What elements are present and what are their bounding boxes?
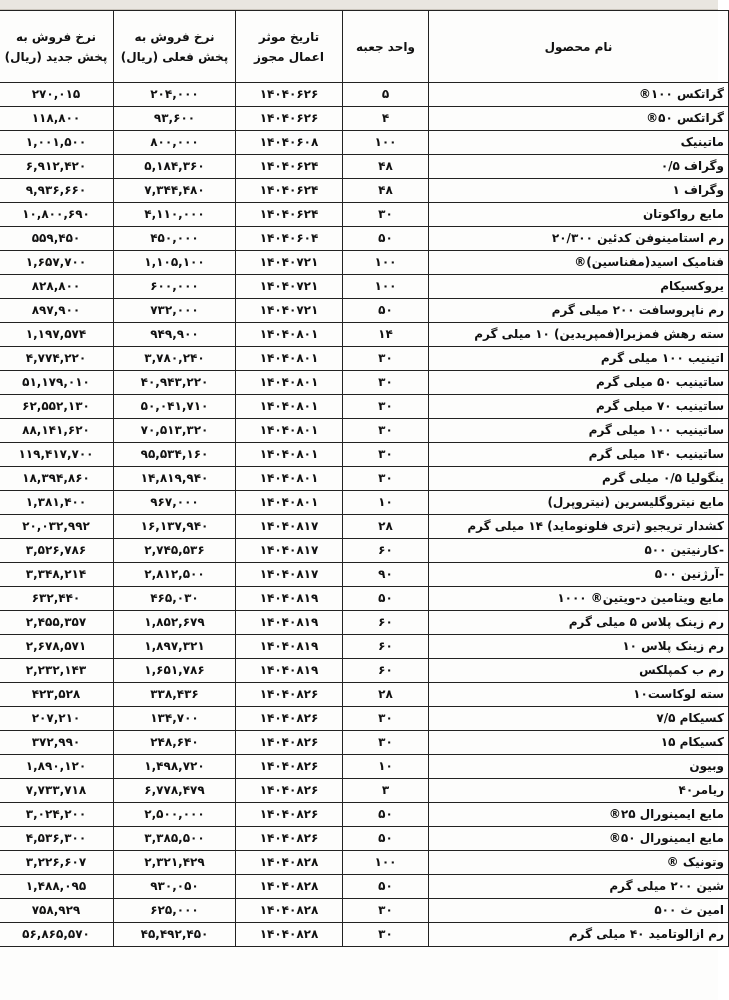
table-row — [0, 395, 729, 419]
box-unit-cell: ۳۰ — [343, 443, 429, 467]
box-unit-cell: ۳۰ — [343, 203, 429, 227]
effective-date-cell: ۱۴۰۴۰۸۱۹ — [236, 635, 343, 659]
current-price-cell: ۱۶,۱۳۷,۹۴۰ — [114, 515, 236, 539]
current-price-cell: ۱,۸۹۷,۳۲۱ — [114, 635, 236, 659]
new-price-cell: ۶,۹۱۲,۴۲۰ — [0, 155, 114, 179]
current-price-cell: ۹۳,۶۰۰ — [114, 107, 236, 131]
new-price-cell: ۲۷۰,۰۱۵ — [0, 83, 114, 107]
effective-date-cell: ۱۴۰۴۰۸۲۸ — [236, 899, 343, 923]
product-name-cell: سته رهش فمزبرا(فمپریدین) ۱۰ میلی گرم — [429, 323, 729, 347]
effective-date-cell: ۱۴۰۴۰۶۲۴ — [236, 179, 343, 203]
current-price-cell: ۳۳۸,۴۳۶ — [114, 683, 236, 707]
effective-date-cell: ۱۴۰۴۰۸۱۹ — [236, 611, 343, 635]
current-price-cell: ۶۰۰,۰۰۰ — [114, 275, 236, 299]
product-name-cell: گراتکس ۵۰® — [429, 107, 729, 131]
page-top-strip — [0, 0, 718, 10]
header-new-price: نرخ فروش به پخش جدید (ریال) — [0, 11, 114, 83]
table-row — [0, 803, 729, 827]
product-name-cell: وتونیک ® — [429, 851, 729, 875]
current-price-cell: ۲,۷۴۵,۵۳۶ — [114, 539, 236, 563]
new-price-cell: ۵۱,۱۷۹,۰۱۰ — [0, 371, 114, 395]
table-row — [0, 227, 729, 251]
box-unit-cell: ۳۰ — [343, 899, 429, 923]
table-row — [0, 155, 729, 179]
new-price-cell: ۲,۶۷۸,۵۷۱ — [0, 635, 114, 659]
current-price-cell: ۹۴۹,۹۰۰ — [114, 323, 236, 347]
table-row — [0, 131, 729, 155]
new-price-cell: ۸۹۷,۹۰۰ — [0, 299, 114, 323]
effective-date-cell: ۱۴۰۴۰۸۲۶ — [236, 731, 343, 755]
table-row — [0, 635, 729, 659]
header-effective-date: تاریخ موثر اعمال مجوز — [236, 11, 343, 83]
table-row — [0, 323, 729, 347]
product-name-cell: وگراف ۱ — [429, 179, 729, 203]
effective-date-cell: ۱۴۰۴۰۸۲۶ — [236, 803, 343, 827]
effective-date-cell: ۱۴۰۴۰۸۱۷ — [236, 539, 343, 563]
current-price-cell: ۴,۱۱۰,۰۰۰ — [114, 203, 236, 227]
box-unit-cell: ۶۰ — [343, 539, 429, 563]
new-price-cell: ۱,۳۸۱,۴۰۰ — [0, 491, 114, 515]
product-name-cell: مایع ایمینورال ۵۰® — [429, 827, 729, 851]
table-row — [0, 707, 729, 731]
new-price-cell: ۴۲۳,۵۲۸ — [0, 683, 114, 707]
new-price-cell: ۳,۵۲۶,۷۸۶ — [0, 539, 114, 563]
effective-date-cell: ۱۴۰۴۰۸۰۱ — [236, 467, 343, 491]
current-price-cell: ۳,۷۸۰,۲۴۰ — [114, 347, 236, 371]
new-price-cell: ۷۵۸,۹۲۹ — [0, 899, 114, 923]
new-price-cell: ۱۱۸,۸۰۰ — [0, 107, 114, 131]
effective-date-cell: ۱۴۰۴۰۸۰۱ — [236, 323, 343, 347]
effective-date-cell: ۱۴۰۴۰۸۲۶ — [236, 827, 343, 851]
current-price-cell: ۶۲۵,۰۰۰ — [114, 899, 236, 923]
box-unit-cell: ۵۰ — [343, 587, 429, 611]
header-current-price: نرخ فروش به پخش فعلی (ریال) — [114, 11, 236, 83]
box-unit-cell: ۱۰۰ — [343, 131, 429, 155]
current-price-cell: ۷۰,۵۱۳,۳۲۰ — [114, 419, 236, 443]
table-row — [0, 779, 729, 803]
new-price-cell: ۱,۸۹۰,۱۲۰ — [0, 755, 114, 779]
current-price-cell: ۹۳۰,۰۵۰ — [114, 875, 236, 899]
product-name-cell: کسیکام ۱۵ — [429, 731, 729, 755]
product-name-cell: -آرژنین ۵۰۰ — [429, 563, 729, 587]
box-unit-cell: ۱۰ — [343, 491, 429, 515]
effective-date-cell: ۱۴۰۴۰۸۲۸ — [236, 851, 343, 875]
product-name-cell: رم زینک پلاس ۵ میلی گرم — [429, 611, 729, 635]
effective-date-cell: ۱۴۰۴۰۶۰۸ — [236, 131, 343, 155]
box-unit-cell: ۴۸ — [343, 179, 429, 203]
current-price-cell: ۵,۱۸۴,۳۶۰ — [114, 155, 236, 179]
box-unit-cell: ۳۰ — [343, 731, 429, 755]
product-name-cell: رم استامینوفن کدئین ۲۰/۳۰۰ — [429, 227, 729, 251]
box-unit-cell: ۳۰ — [343, 371, 429, 395]
new-price-cell: ۳,۳۴۸,۲۱۴ — [0, 563, 114, 587]
table-row — [0, 299, 729, 323]
product-name-cell: کسیکام ۷/۵ — [429, 707, 729, 731]
new-price-cell: ۶۳۲,۴۴۰ — [0, 587, 114, 611]
table-row — [0, 731, 729, 755]
table-row — [0, 899, 729, 923]
current-price-cell: ۲,۸۱۲,۵۰۰ — [114, 563, 236, 587]
table-row — [0, 419, 729, 443]
table-row — [0, 83, 729, 107]
box-unit-cell: ۳۰ — [343, 707, 429, 731]
box-unit-cell: ۱۰۰ — [343, 251, 429, 275]
table-row — [0, 683, 729, 707]
table-row — [0, 875, 729, 899]
box-unit-cell: ۱۴ — [343, 323, 429, 347]
new-price-cell: ۱,۱۹۷,۵۷۴ — [0, 323, 114, 347]
new-price-cell: ۳۷۲,۹۹۰ — [0, 731, 114, 755]
current-price-cell: ۱,۶۵۱,۷۸۶ — [114, 659, 236, 683]
product-name-cell: فنامیک اسید(مفناسین)® — [429, 251, 729, 275]
product-name-cell: امین ث ۵۰۰ — [429, 899, 729, 923]
box-unit-cell: ۳ — [343, 779, 429, 803]
box-unit-cell: ۳۰ — [343, 395, 429, 419]
product-name-cell: شین ۲۰۰ میلی گرم — [429, 875, 729, 899]
new-price-cell: ۹,۹۳۶,۶۶۰ — [0, 179, 114, 203]
product-name-cell: رم ناپروسافت ۲۰۰ میلی گرم — [429, 299, 729, 323]
current-price-cell: ۱۴,۸۱۹,۹۴۰ — [114, 467, 236, 491]
product-name-cell: مایع رواکوتان — [429, 203, 729, 227]
current-price-cell: ۴۰,۹۴۳,۲۲۰ — [114, 371, 236, 395]
box-unit-cell: ۶۰ — [343, 635, 429, 659]
product-name-cell: -کارنیتین ۵۰۰ — [429, 539, 729, 563]
current-price-cell: ۲,۵۰۰,۰۰۰ — [114, 803, 236, 827]
current-price-cell: ۴۵,۴۹۲,۴۵۰ — [114, 923, 236, 947]
box-unit-cell: ۵ — [343, 83, 429, 107]
product-name-cell: ساتینیب ۱۴۰ میلی گرم — [429, 443, 729, 467]
new-price-cell: ۱۱۹,۴۱۷,۷۰۰ — [0, 443, 114, 467]
effective-date-cell: ۱۴۰۴۰۶۰۴ — [236, 227, 343, 251]
effective-date-cell: ۱۴۰۴۰۶۲۶ — [236, 107, 343, 131]
effective-date-cell: ۱۴۰۴۰۸۱۷ — [236, 515, 343, 539]
product-name-cell: کشدار تریجیو (تری فلونومايد) ۱۴ میلی گرم — [429, 515, 729, 539]
product-name-cell: ساتینیب ۱۰۰ میلی گرم — [429, 419, 729, 443]
box-unit-cell: ۵۰ — [343, 227, 429, 251]
new-price-cell: ۱۸,۳۹۴,۸۶۰ — [0, 467, 114, 491]
table-header-row — [0, 11, 729, 83]
product-name-cell: مایع نیتروگلیسرین (نیتروپرل) — [429, 491, 729, 515]
new-price-cell: ۴,۵۳۶,۳۰۰ — [0, 827, 114, 851]
new-price-cell: ۵۵۹,۴۵۰ — [0, 227, 114, 251]
effective-date-cell: ۱۴۰۴۰۷۲۱ — [236, 275, 343, 299]
new-price-cell: ۶۲,۵۵۲,۱۳۰ — [0, 395, 114, 419]
table-row — [0, 275, 729, 299]
product-name-cell: وبیون — [429, 755, 729, 779]
box-unit-cell: ۴۸ — [343, 155, 429, 179]
table-row — [0, 827, 729, 851]
new-price-cell: ۳,۰۲۴,۲۰۰ — [0, 803, 114, 827]
effective-date-cell: ۱۴۰۴۰۸۰۱ — [236, 419, 343, 443]
new-price-cell: ۸۸,۱۴۱,۶۲۰ — [0, 419, 114, 443]
table-row — [0, 755, 729, 779]
new-price-cell: ۲۰,۰۳۲,۹۹۲ — [0, 515, 114, 539]
current-price-cell: ۳,۳۸۵,۵۰۰ — [114, 827, 236, 851]
table-row — [0, 923, 729, 947]
current-price-cell: ۱,۱۰۵,۱۰۰ — [114, 251, 236, 275]
box-unit-cell: ۳۰ — [343, 347, 429, 371]
new-price-cell: ۲,۴۵۵,۳۵۷ — [0, 611, 114, 635]
product-name-cell: ساتینیب ۷۰ میلی گرم — [429, 395, 729, 419]
effective-date-cell: ۱۴۰۴۰۷۲۱ — [236, 251, 343, 275]
current-price-cell: ۹۵,۵۳۴,۱۶۰ — [114, 443, 236, 467]
product-name-cell: مایع ویتامین د-ویتین® ۱۰۰۰ — [429, 587, 729, 611]
new-price-cell: ۳,۲۲۶,۶۰۷ — [0, 851, 114, 875]
table-row — [0, 371, 729, 395]
effective-date-cell: ۱۴۰۴۰۶۲۶ — [236, 83, 343, 107]
table-row — [0, 611, 729, 635]
current-price-cell: ۴۵۰,۰۰۰ — [114, 227, 236, 251]
new-price-cell: ۲,۲۳۲,۱۴۳ — [0, 659, 114, 683]
current-price-cell: ۸۰۰,۰۰۰ — [114, 131, 236, 155]
product-name-cell: اتینیب ۱۰۰ میلی گرم — [429, 347, 729, 371]
effective-date-cell: ۱۴۰۴۰۸۲۶ — [236, 683, 343, 707]
effective-date-cell: ۱۴۰۴۰۸۰۱ — [236, 443, 343, 467]
new-price-cell: ۱,۰۰۱,۵۰۰ — [0, 131, 114, 155]
header-box-unit: واحد جعبه — [343, 11, 429, 83]
effective-date-cell: ۱۴۰۴۰۸۲۸ — [236, 875, 343, 899]
current-price-cell: ۲,۳۲۱,۴۲۹ — [114, 851, 236, 875]
table-row — [0, 539, 729, 563]
effective-date-cell: ۱۴۰۴۰۶۲۴ — [236, 155, 343, 179]
effective-date-cell: ۱۴۰۴۰۸۰۱ — [236, 491, 343, 515]
table-row — [0, 587, 729, 611]
table-row — [0, 179, 729, 203]
box-unit-cell: ۵۰ — [343, 875, 429, 899]
table-row — [0, 251, 729, 275]
effective-date-cell: ۱۴۰۴۰۸۰۱ — [236, 395, 343, 419]
box-unit-cell: ۴ — [343, 107, 429, 131]
effective-date-cell: ۱۴۰۴۰۸۱۷ — [236, 563, 343, 587]
effective-date-cell: ۱۴۰۴۰۸۰۱ — [236, 371, 343, 395]
table-row — [0, 515, 729, 539]
box-unit-cell: ۲۸ — [343, 515, 429, 539]
product-name-cell: رم ازالوتامید ۴۰ میلی گرم — [429, 923, 729, 947]
current-price-cell: ۶,۷۷۸,۴۷۹ — [114, 779, 236, 803]
table-row — [0, 659, 729, 683]
current-price-cell: ۵۰,۰۴۱,۷۱۰ — [114, 395, 236, 419]
current-price-cell: ۹۶۷,۰۰۰ — [114, 491, 236, 515]
effective-date-cell: ۱۴۰۴۰۸۲۶ — [236, 707, 343, 731]
product-name-cell: رم ب کمپلکس — [429, 659, 729, 683]
new-price-cell: ۱۰,۸۰۰,۶۹۰ — [0, 203, 114, 227]
new-price-cell: ۲۰۷,۲۱۰ — [0, 707, 114, 731]
current-price-cell: ۷۳۲,۰۰۰ — [114, 299, 236, 323]
product-name-cell: ماتینیک — [429, 131, 729, 155]
price-table — [0, 10, 729, 947]
product-name-cell: گراتکس ۱۰۰® — [429, 83, 729, 107]
new-price-cell: ۷,۷۳۳,۷۱۸ — [0, 779, 114, 803]
product-name-cell: مایع ایمینورال ۲۵® — [429, 803, 729, 827]
product-name-cell: یروکسیکام — [429, 275, 729, 299]
box-unit-cell: ۵۰ — [343, 803, 429, 827]
effective-date-cell: ۱۴۰۴۰۸۱۹ — [236, 587, 343, 611]
product-name-cell: وگراف ۰/۵ — [429, 155, 729, 179]
effective-date-cell: ۱۴۰۴۰۸۱۹ — [236, 659, 343, 683]
box-unit-cell: ۲۸ — [343, 683, 429, 707]
box-unit-cell: ۳۰ — [343, 467, 429, 491]
effective-date-cell: ۱۴۰۴۰۷۲۱ — [236, 299, 343, 323]
product-name-cell: رم زینک پلاس ۱۰ — [429, 635, 729, 659]
product-name-cell: ینگولیا ۰/۵ میلی گرم — [429, 467, 729, 491]
box-unit-cell: ۵۰ — [343, 299, 429, 323]
box-unit-cell: ۱۰۰ — [343, 851, 429, 875]
product-name-cell: ساتینیب ۵۰ میلی گرم — [429, 371, 729, 395]
effective-date-cell: ۱۴۰۴۰۸۲۶ — [236, 755, 343, 779]
new-price-cell: ۱,۴۸۸,۰۹۵ — [0, 875, 114, 899]
current-price-cell: ۴۶۵,۰۳۰ — [114, 587, 236, 611]
new-price-cell: ۵۶,۸۶۵,۵۷۰ — [0, 923, 114, 947]
box-unit-cell: ۵۰ — [343, 827, 429, 851]
table-body — [0, 83, 729, 947]
box-unit-cell: ۳۰ — [343, 419, 429, 443]
effective-date-cell: ۱۴۰۴۰۸۲۸ — [236, 923, 343, 947]
box-unit-cell: ۳۰ — [343, 923, 429, 947]
current-price-cell: ۲۴۸,۶۴۰ — [114, 731, 236, 755]
product-name-cell: ریامر۴۰ — [429, 779, 729, 803]
new-price-cell: ۱,۶۵۷,۷۰۰ — [0, 251, 114, 275]
new-price-cell: ۸۲۸,۸۰۰ — [0, 275, 114, 299]
table-row — [0, 347, 729, 371]
current-price-cell: ۷,۳۴۴,۴۸۰ — [114, 179, 236, 203]
table-row — [0, 491, 729, 515]
effective-date-cell: ۱۴۰۴۰۸۲۶ — [236, 779, 343, 803]
box-unit-cell: ۶۰ — [343, 611, 429, 635]
table-row — [0, 851, 729, 875]
effective-date-cell: ۱۴۰۴۰۸۰۱ — [236, 347, 343, 371]
table-row — [0, 467, 729, 491]
current-price-cell: ۲۰۴,۰۰۰ — [114, 83, 236, 107]
box-unit-cell: ۶۰ — [343, 659, 429, 683]
table-row — [0, 107, 729, 131]
header-product-name: نام محصول — [429, 11, 729, 83]
table-row — [0, 203, 729, 227]
product-name-cell: سته لوکاست۱۰ — [429, 683, 729, 707]
current-price-cell: ۱,۴۹۸,۷۲۰ — [114, 755, 236, 779]
new-price-cell: ۴,۷۷۴,۲۲۰ — [0, 347, 114, 371]
table-row — [0, 443, 729, 467]
effective-date-cell: ۱۴۰۴۰۶۲۴ — [236, 203, 343, 227]
box-unit-cell: ۱۰۰ — [343, 275, 429, 299]
current-price-cell: ۱,۸۵۲,۶۷۹ — [114, 611, 236, 635]
box-unit-cell: ۱۰ — [343, 755, 429, 779]
table-row — [0, 563, 729, 587]
box-unit-cell: ۹۰ — [343, 563, 429, 587]
current-price-cell: ۱۳۴,۷۰۰ — [114, 707, 236, 731]
